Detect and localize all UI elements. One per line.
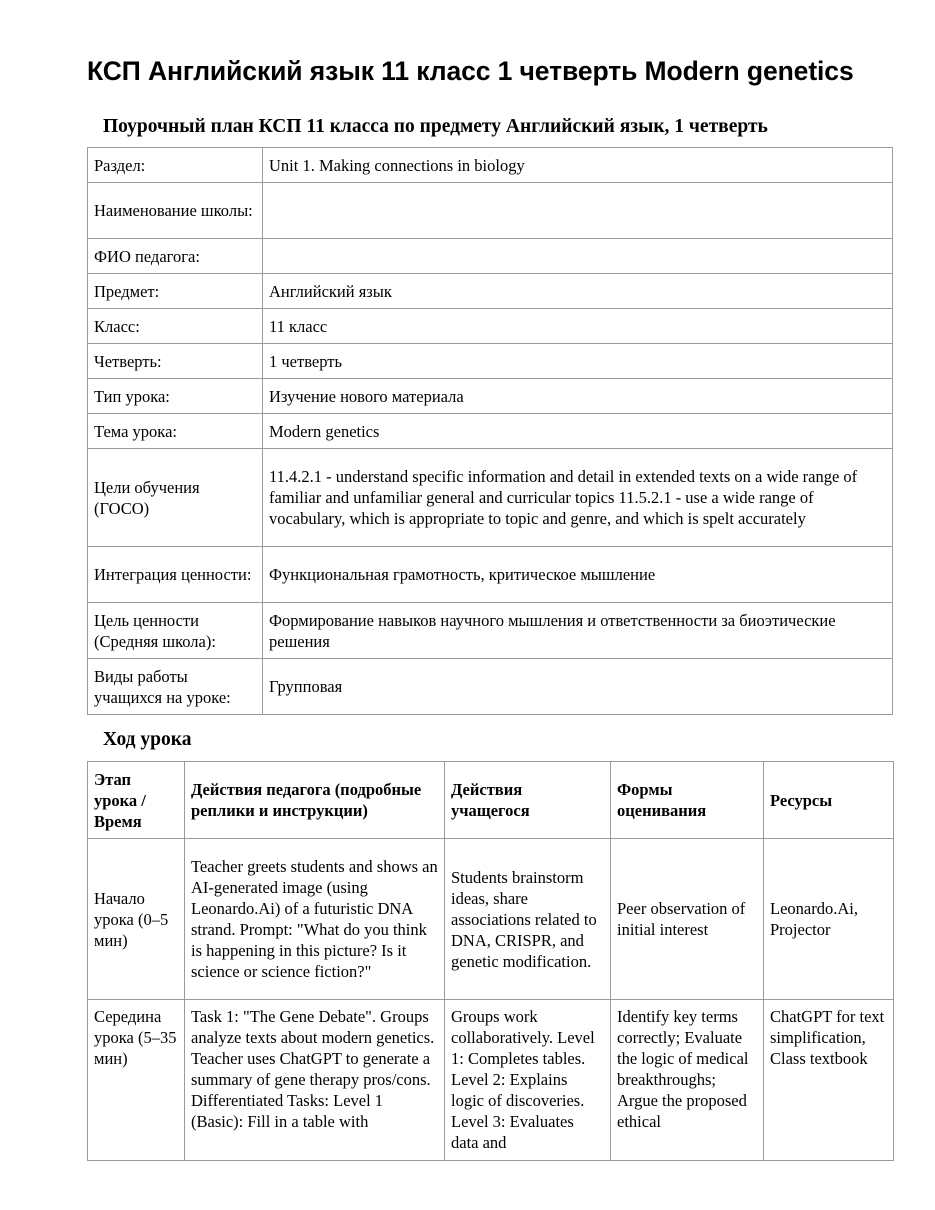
lesson-heading: Ход урока — [103, 729, 192, 750]
table-row — [88, 379, 893, 414]
table-row — [88, 547, 893, 603]
column-header: Этап урока / Время — [88, 762, 185, 839]
table-cell: Peer observation of initial interest — [611, 839, 764, 1000]
table-cell: Students brainstorm ideas, share associations related to DNA, CRISPR, and genetic modification. — [445, 839, 611, 1000]
table-cell — [611, 1000, 764, 1161]
table-cell: Leonardo.Ai, Projector — [764, 839, 894, 1000]
cell-text: Identify key terms correctly; Evaluate the logic of medical breakthroughs; Argue the proposed ethical — [617, 1007, 749, 1131]
table-row — [88, 309, 893, 344]
table-row — [88, 274, 893, 309]
lesson-info-table — [87, 147, 893, 715]
table-row — [88, 449, 893, 547]
table-cell: Teacher greets students and shows an AI-generated image (using Leonardo.Ai) of a futuristic DNA strand. Prompt: "What do you think is happening in this picture? Is it science or science fiction?" — [185, 839, 445, 1000]
info-label: Раздел: — [88, 148, 263, 183]
cell-text: Groups work collaboratively. Level 1: Completes tables. Level 2: Explains logic of discoveries. Level 3: Evaluates data and — [451, 1007, 595, 1152]
info-label: Виды работы учащихся на уроке: — [88, 659, 263, 715]
table-row — [88, 659, 893, 715]
info-label: Наименование школы: — [88, 183, 263, 239]
table-cell — [764, 1000, 894, 1161]
table-row — [88, 183, 893, 239]
info-label: Четверть: — [88, 344, 263, 379]
table-cell: Начало урока (0–5 мин) — [88, 839, 185, 1000]
info-label: Интеграция ценности: — [88, 547, 263, 603]
table-row — [88, 148, 893, 183]
info-label: Цели обучения (ГОСО) — [88, 449, 263, 547]
info-value: Английский язык — [263, 274, 893, 309]
cell-text: Середина урока (5–35 мин) — [94, 1007, 177, 1068]
column-header: Формы оценивания — [611, 762, 764, 839]
info-label: Предмет: — [88, 274, 263, 309]
document-title: КСП Английский язык 11 класс 1 четверть Modern genetics — [87, 56, 854, 86]
info-value: Формирование навыков научного мышления и ответственности за биоэтические решения — [263, 603, 893, 659]
info-value: Функциональная грамотность, критическое мышление — [263, 547, 893, 603]
table-cell — [445, 1000, 611, 1161]
table-row — [88, 603, 893, 659]
info-value: Unit 1. Making connections in biology — [263, 148, 893, 183]
column-header: Действия учащегося — [445, 762, 611, 839]
plan-heading: Поурочный план КСП 11 класса по предмету Английский язык, 1 четверть — [103, 116, 768, 137]
info-value — [263, 183, 893, 239]
table-row — [88, 344, 893, 379]
info-value: Modern genetics — [263, 414, 893, 449]
info-value: 11.4.2.1 - understand specific information and detail in extended texts on a wide range of familiar and unfamiliar general and curricular topics 11.5.2.1 - use a wide range of vocabulary, which is appropriate to topic and genre, and which is spelt accurately — [263, 449, 893, 547]
column-header: Действия педагога (подробные реплики и инструкции) — [185, 762, 445, 839]
cell-text: ChatGPT for text simplification, Class textbook — [770, 1007, 885, 1068]
table-row — [88, 1000, 894, 1161]
table-header-row — [88, 762, 894, 839]
info-label: Тип урока: — [88, 379, 263, 414]
cell-text: Task 1: "The Gene Debate". Groups analyze texts about modern genetics. Teacher uses ChatGPT to generate a summary of gene therapy pros/cons. Differentiated Tasks: Level 1 (Basic): Fill in a table with — [191, 1007, 435, 1131]
table-cell — [88, 1000, 185, 1161]
column-header: Ресурсы — [764, 762, 894, 839]
info-value: 11 класс — [263, 309, 893, 344]
table-row — [88, 839, 894, 1000]
table-cell — [185, 1000, 445, 1161]
table-row — [88, 239, 893, 274]
table-row — [88, 414, 893, 449]
info-label: Цель ценности (Средняя школа): — [88, 603, 263, 659]
info-label: Класс: — [88, 309, 263, 344]
lesson-flow-table — [87, 761, 894, 1161]
info-value: 1 четверть — [263, 344, 893, 379]
info-value — [263, 239, 893, 274]
info-label: ФИО педагога: — [88, 239, 263, 274]
info-label: Тема урока: — [88, 414, 263, 449]
info-value: Групповая — [263, 659, 893, 715]
info-value: Изучение нового материала — [263, 379, 893, 414]
